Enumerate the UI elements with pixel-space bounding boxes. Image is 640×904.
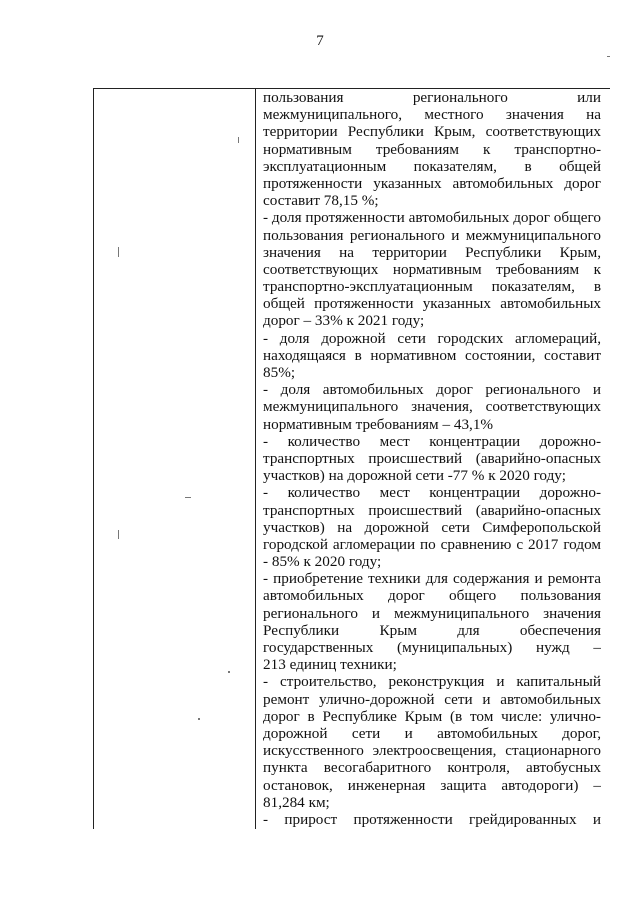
text-line: 213 единиц техники; [263,656,397,674]
text-line: остановок, инженерная защита автодороги) – [263,776,601,794]
scan-speck [185,497,191,498]
text-line: пользования регионального или [263,89,601,106]
text-line: дорожной сети и автомобильных дорог, [263,724,601,742]
text-line: территории Республики Крым, соответствующих [263,123,601,141]
text-line: транспортно-эксплуатационным показателям, в [263,278,601,296]
text-line: нормативным требованиям – 43,1% [263,415,494,433]
document-table [93,88,610,829]
text-line: регионального и межмуниципального значения [263,604,601,622]
text-line: - количество мест концентрации дорожно- [263,484,601,502]
text-line: значения на территории Республики Крым, [263,243,601,261]
text-line: - 85% к 2020 году; [263,553,382,571]
text-line: участков) на дорожной сети Симферопольской [263,518,601,536]
text-line: - доля автомобильных дорог регионального и [263,381,601,399]
text-line: государственных (муниципальных) нужд – [263,639,601,656]
text-line: межмуниципального, местного значения на [263,106,601,124]
text-line: транспортных происшествий (аварийно-опасных [263,449,601,467]
text-line: - количество мест концентрации дорожно- [263,432,601,450]
page-number: 7 [316,33,324,49]
text-line: 81,284 км; [263,793,330,811]
scan-speck [238,137,239,143]
scan-speck [228,671,230,673]
text-line: городской агломерации по сравнению с 2017 годом [263,535,601,553]
text-line: нормативным требованиям к транспортно- [263,140,601,158]
right-cell-text [263,89,601,828]
text-line: искусственного электроосвещения, стационарного [263,742,601,760]
text-line: транспортных происшествий (аварийно-опасных [263,501,601,519]
text-line: пользования регионального и межмуниципального [263,226,601,244]
scan-speck [118,247,119,257]
text-line: ремонт улично-дорожной сети и автомобильных [263,690,601,708]
text-line: общей протяженности указанных автомобильных [263,295,601,313]
column-divider [255,89,256,829]
text-line: - доля дорожной сети городских агломераций, [263,329,601,347]
text-line: - приобретение техники для содержания и ремонта [263,570,601,588]
scan-speck [118,530,119,539]
text-line: 85%; [263,364,296,381]
text-line: - прирост протяженности грейдированных и [263,810,601,828]
text-line: протяженности указанных автомобильных дорог [263,174,601,192]
text-line: участков) на дорожной сети -77 % к 2020 году; [263,467,566,485]
text-line: - строительство, реконструкция и капитальный [263,673,601,691]
text-line: соответствующих нормативным требованиям к [263,260,601,278]
scan-speck [607,56,610,57]
text-line: дорог – 33% к 2021 году; [263,312,425,330]
text-line: - доля протяженности автомобильных дорог общего [263,209,601,227]
scan-speck [198,718,200,720]
text-line: автомобильных дорог общего пользования [263,587,601,605]
text-line: пункта весогабаритного контроля, автобусных [263,759,601,777]
text-line: эксплуатационным показателям, в общей [263,157,601,175]
text-line: составит 78,15 %; [263,192,379,210]
text-line: находящаяся в нормативном состоянии, составит [263,346,601,364]
text-line: дорог в Республике Крым (в том числе: улично- [263,707,601,725]
text-line: Республики Крым для обеспечения [263,621,601,639]
text-line: межмуниципального значения, соответствующих [263,398,601,416]
